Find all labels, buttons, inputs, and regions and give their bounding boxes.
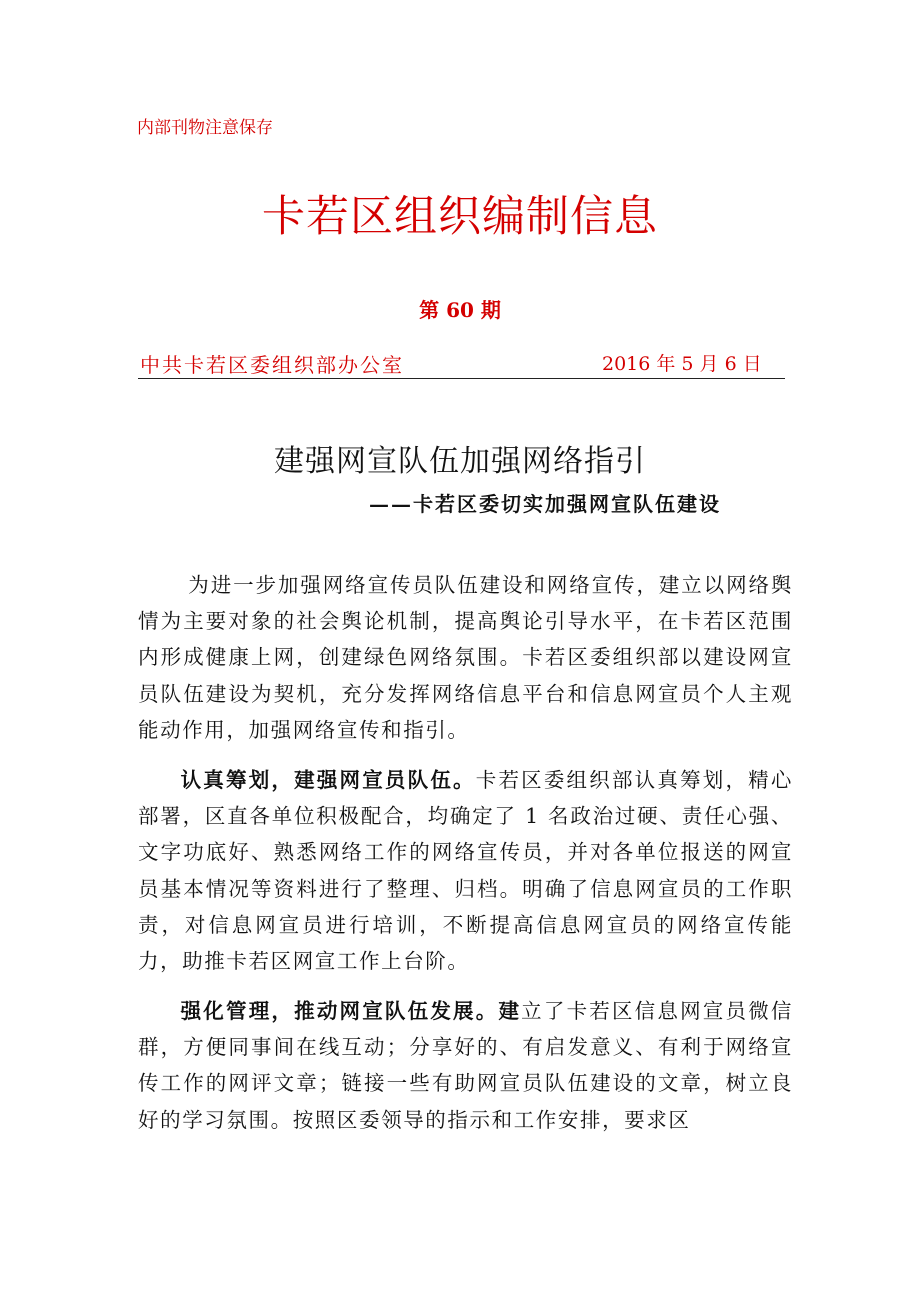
body-paragraph: [138, 993, 793, 1138]
issue-number: 第 60 期: [419, 298, 501, 322]
issue-date: 2016 年 5 月 6 日: [602, 353, 762, 375]
body-paragraph: [138, 567, 793, 748]
paragraph-lead: 认真筹划，建强网宣员队伍。: [180, 768, 476, 792]
paragraph-text: 卡若区委组织部认真筹划，精心部署，区直各单位积极配合，均确定了 1 名政治过硬、责任心强、文字功底好、熟悉网络工作的网络宣传员，并对各单位报送的网宣员基本情况等资料进行了整理、归档。明确了信息网宣员的工作职责，对信息网宣员进行培训，不断提高信息网宣员的网络宣传能力，助推卡若区网宣工作上台阶。: [138, 768, 793, 974]
paragraph-lead: 强化管理，推动网宣队伍发展。建: [180, 999, 522, 1023]
publication-title: 卡若区组织编制信息: [262, 192, 658, 242]
article-headline: 建强网宣队伍加强网络指引: [274, 444, 646, 479]
issuing-office: 中共卡若区委组织部办公室: [140, 353, 404, 377]
paragraph-text: 立了卡若区信息网宣员微信群，方便同事间在线互动；分享好的、有启发意义、有利于网络宣传工作的网评文章；链接一些有助网宣员队伍建设的文章，树立良好的学习氛围。按照区委领导的指示和工作安排，要求区: [138, 999, 793, 1132]
paragraph-text: 为进一步加强网络宣传员队伍建设和网络宣传，建立以网络舆情为主要对象的社会舆论机制，提高舆论引导水平，在卡若区范围内形成健康上网，创建绿色网络氛围。卡若区委组织部以建设网宣员队伍建设为契机，充分发挥网络信息平台和信息网宣员个人主观能动作用，加强网络宣传和指引。: [138, 573, 793, 742]
body-paragraph: [138, 762, 793, 979]
article-subheadline: ——卡若区委切实加强网宣队伍建设: [369, 492, 721, 516]
confidential-notice: 内部刊物注意保存: [137, 118, 273, 138]
header-divider: [138, 378, 785, 379]
